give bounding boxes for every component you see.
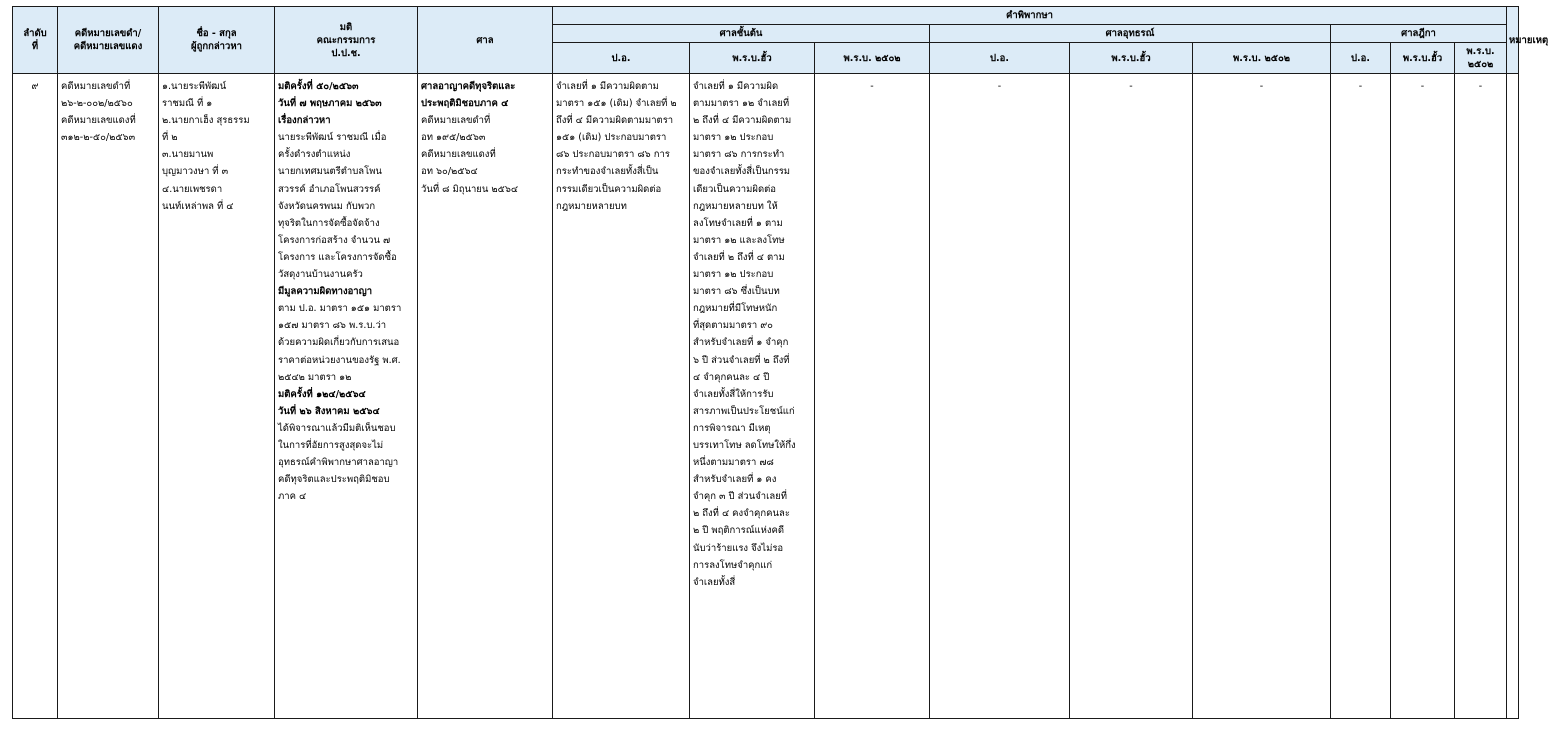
table-row <box>13 74 1519 719</box>
header-row-1 <box>13 7 1519 25</box>
resolution-2-text: ได้พิจารณาแล้วมีมติเห็นชอบ ในการที่อัยการสูงสุดจะไม่ อุทธรณ์คำพิพากษาศาลอาญา คดีทุจริตและประพฤติมิชอบ ภาค ๔ <box>278 422 399 503</box>
cell-no: ๙ <box>13 74 58 719</box>
cell-first-penal: จำเลยที่ ๑ มีความผิดตาม มาตรา ๑๕๑ (เดิม) จำเลยที่ ๒ ถึงที่ ๔ มีความผิดตามมาตรา ๑๕๑ (เดิม) ประกอบมาตรา ๘๖ ประกอบมาตรา ๘๖ การ กระทำของจำเลยทั้งสี่เป็น กรรมเดียวเป็นความผิดต่อ กฎหมายหลายบท <box>553 74 690 719</box>
header-appeal-act2502: พ.ร.บ. ๒๕๐๒ <box>1193 43 1331 74</box>
header-first-collusion: พ.ร.บ.ฮั้ว <box>690 43 815 74</box>
header-supreme-act2502: พ.ร.บ. ๒๕๐๒ <box>1455 43 1507 74</box>
header-appeal-penal: ป.อ. <box>930 43 1070 74</box>
cell-accused-names: ๑.นายระพีพัฒน์ ราชมณี ที่ ๑ ๒.นายกาเฮ็ง สุรธรรม ที่ ๒ ๓.นายมานพ บุญมาวงษา ที่ ๓ ๔.นายเพชรดา นนท์เหล่าพล ที่ ๔ <box>159 74 275 719</box>
header-remark: หมายเหตุ <box>1507 7 1519 74</box>
criminal-finding-text: ตาม ป.อ. มาตรา ๑๕๑ มาตรา ๑๕๗ มาตรา ๘๖ พ.ร.บ.ว่า ด้วยความผิดเกี่ยวกับการเสนอ ราคาต่อหน่วยงานของรัฐ พ.ศ. ๒๕๔๒ มาตรา ๑๒ <box>278 303 402 383</box>
header-appeal-court: ศาลอุทธรณ์ <box>930 25 1331 43</box>
cell-appeal-act2502: - <box>1193 74 1331 719</box>
resolution-number-2: มติครั้งที่ ๑๒๔/๒๕๖๔ วันที่ ๒๖ สิงหาคม ๒๕๖๔ <box>278 388 380 417</box>
cell-nacc-resolution <box>275 74 418 719</box>
cell-supreme-act2502: - <box>1455 74 1507 719</box>
cell-court <box>418 74 553 719</box>
header-supreme-collusion: พ.ร.บ.ฮั้ว <box>1391 43 1455 74</box>
cell-supreme-collusion: - <box>1391 74 1455 719</box>
header-case-number: คดีหมายเลขดำ/ คดีหมายเลขแดง <box>58 7 159 74</box>
header-accused-name: ชื่อ - สกุล ผู้ถูกกล่าวหา <box>159 7 275 74</box>
cell-first-collusion: จำเลยที่ ๑ มีความผิด ตามมาตรา ๑๒ จำเลยที่ ๒ ถึงที่ ๔ มีความผิดตาม มาตรา ๑๒ ประกอบ มาตรา ๘๖ การกระทำ ของจำเลยทั้งสี่เป็นกรรม เดียวเป็นความผิดต่อ กฎหมายหลายบท ให้ ลงโทษจำเลยที่ ๑ ตาม มาตรา ๑๒ และลงโทษ จำเลยที่ ๒ ถึงที่ ๔ ตาม มาตรา ๑๒ ประกอบ มาตรา ๘๖ ซึ่งเป็นบท กฎหมายที่มีโทษหนัก ที่สุดตามมาตรา ๙๐ สำหรับจำเลยที่ ๑ จำคุก ๖ ปี ส่วนจำเลยที่ ๒ ถึงที่ ๔ จำคุกคนละ ๔ ปี จำเลยทั้งสี่ให้การรับ สารภาพเป็นประโยชน์แก่ การพิจารณา มีเหตุ บรรเทาโทษ ลดโทษให้กึ่ง หนึ่งตามมาตรา ๗๘ สำหรับจำเลยที่ ๑ คง จำคุก ๓ ปี ส่วนจำเลยที่ ๒ ถึงที่ ๔ คงจำคุกคนละ ๒ ปี พฤติการณ์แห่งคดี นับว่าร้ายแรง จึงไม่รอ การลงโทษจำคุกแก่ จำเลยทั้งสี่ <box>690 74 815 719</box>
case-table <box>12 6 1548 719</box>
header-court: ศาล <box>418 7 553 74</box>
cell-supreme-penal: - <box>1331 74 1391 719</box>
cell-remark <box>1507 74 1519 719</box>
header-appeal-collusion: พ.ร.บ.ฮั้ว <box>1070 43 1193 74</box>
court-name: ศาลอาญาคดีทุจริตและ ประพฤติมิชอบภาค ๔ <box>421 81 516 110</box>
resolution-date-1: วันที่ ๗ พฤษภาคม ๒๕๖๓ <box>278 98 382 110</box>
header-supreme-court: ศาลฎีกา <box>1331 25 1507 43</box>
header-first-court: ศาลชั้นต้น <box>553 25 930 43</box>
criminal-finding-heading: มีมูลความผิดทางอาญา <box>278 286 373 298</box>
document-page <box>12 6 1548 719</box>
allegation-text: นายระพีพัฒน์ ราชมณี เมื่อ ครั้งดำรงตำแหน่ง นายกเทศมนตรีตำบลโพน สวรรค์ อำเภอโพนสวรรค์ จังหวัดนครพนม กับพวก ทุจริตในการจัดซื้อจัดจ้าง โครงการก่อสร้าง จำนวน ๗ โครงการ และโครงการจัดซื้อ วัสดุงานบ้านงานครัว <box>278 132 397 281</box>
header-supreme-penal: ป.อ. <box>1331 43 1391 74</box>
header-nacc-resolution: มติ คณะกรรมการ ป.ป.ช. <box>275 7 418 74</box>
header-first-act2502: พ.ร.บ. ๒๕๐๒ <box>815 43 930 74</box>
allegation-heading: เรื่องกล่าวหา <box>278 115 331 127</box>
cell-appeal-penal: - <box>930 74 1070 719</box>
cell-first-act2502: - <box>815 74 930 719</box>
header-first-penal: ป.อ. <box>553 43 690 74</box>
cell-appeal-collusion: - <box>1070 74 1193 719</box>
cell-case-number: คดีหมายเลขดำที่ ๒๖-๒-๐๐๒/๒๕๖๐ คดีหมายเลขแดงที่ ๓๑๒-๒-๕๐/๒๕๖๓ <box>58 74 159 719</box>
header-no: ลำดับ ที่ <box>13 7 58 74</box>
header-judgment: คำพิพากษา <box>553 7 1507 25</box>
court-case-detail: คดีหมายเลขดำที่ อท ๑๙๕/๒๕๖๓ คดีหมายเลขแดงที่ อท ๖๐/๒๕๖๔ วันที่ ๘ มิถุนายน ๒๕๖๔ <box>421 115 519 195</box>
resolution-number-1: มติครั้งที่ ๕๐/๒๕๖๓ <box>278 81 359 92</box>
